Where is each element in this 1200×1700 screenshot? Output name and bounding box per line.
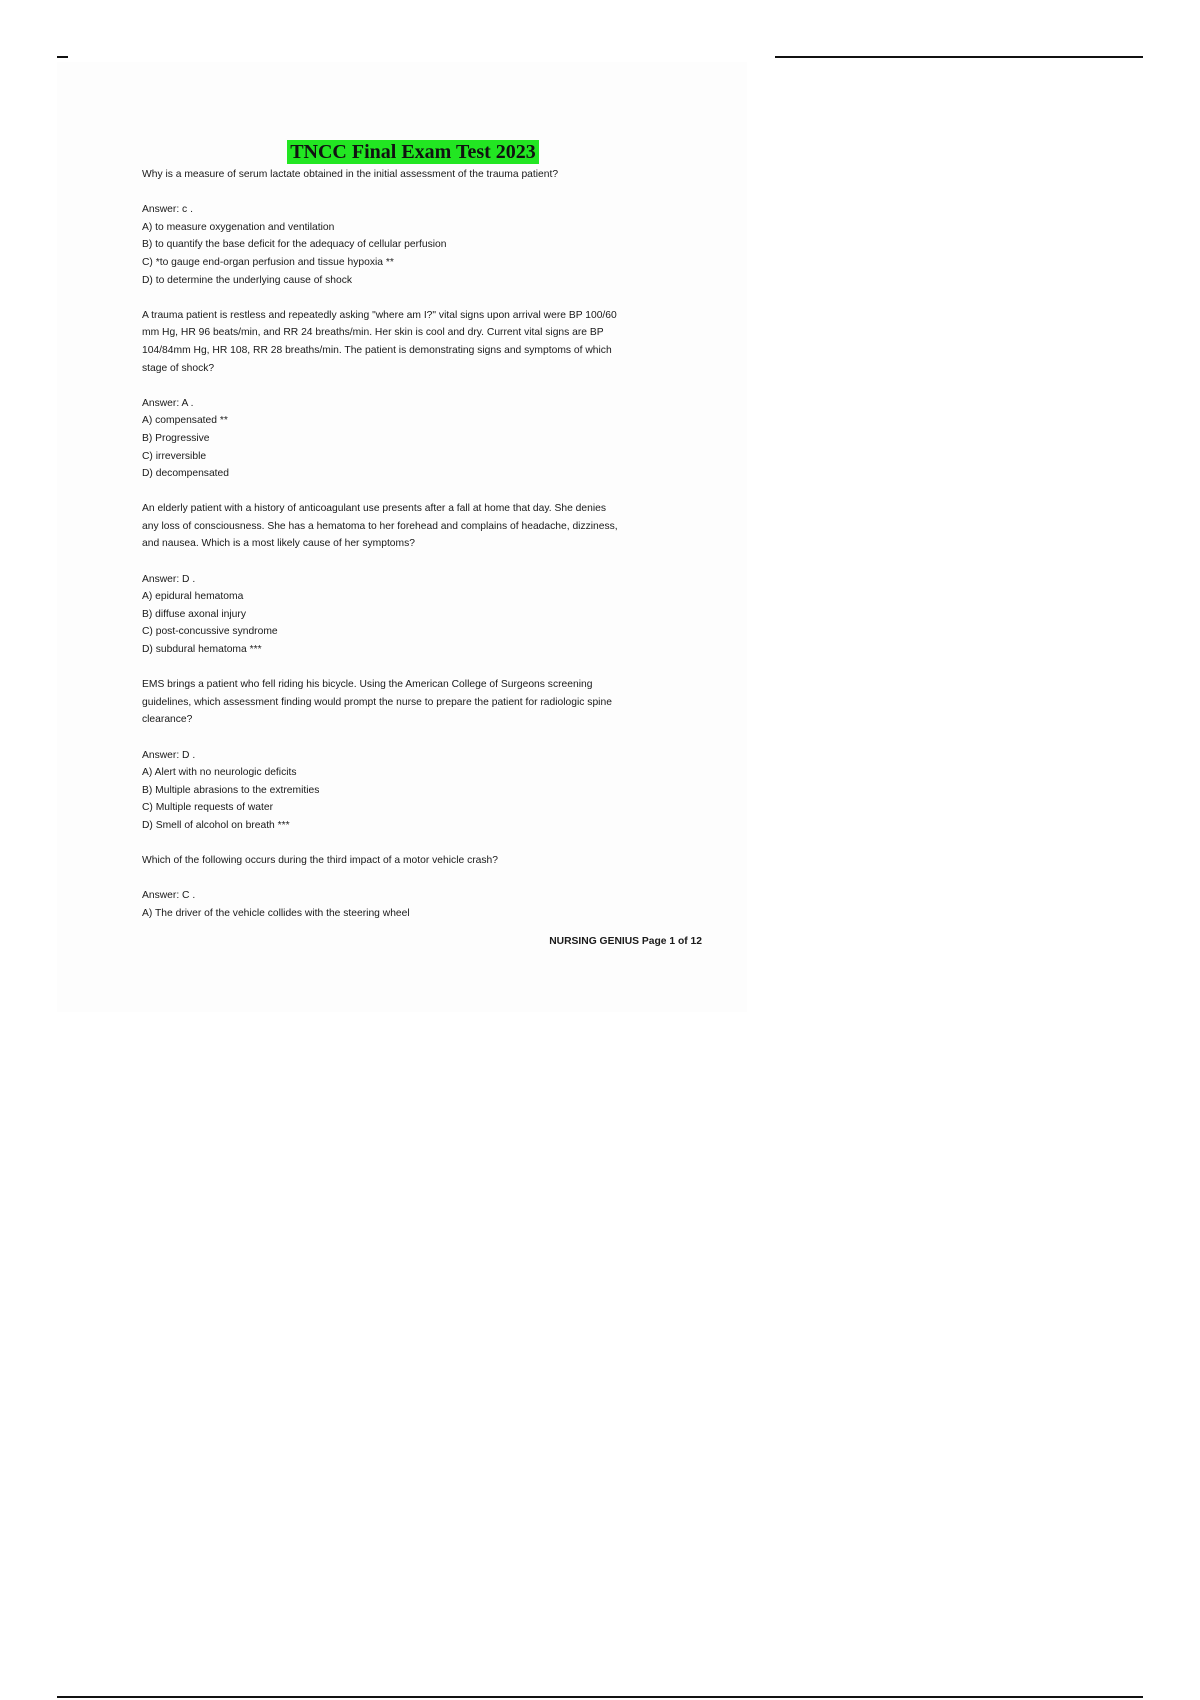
question-text: An elderly patient with a history of anticoagulant use presents after a fall at home that day. She denies <box>142 503 607 515</box>
answer-option: C) post-concussive syndrome <box>142 626 278 638</box>
spacer <box>142 483 702 501</box>
top-left-mark <box>57 56 68 58</box>
question-block <box>142 852 702 922</box>
answer-option: C) Multiple requests of water <box>142 802 274 814</box>
answer-option: C) *to gauge end-organ perfusion and tissue hypoxia ** <box>142 256 394 268</box>
answer-option: A) to measure oxygenation and ventilation <box>142 221 335 233</box>
question-text: A trauma patient is restless and repeatedly asking "where am I?" vital signs upon arrival were BP 100/60 <box>142 309 617 321</box>
answer-option: C) irreversible <box>142 450 207 462</box>
question-text: Why is a measure of serum lactate obtained in the initial assessment of the trauma patient? <box>142 169 559 180</box>
question-block <box>142 166 702 307</box>
question-text: Which of the following occurs during the third impact of a motor vehicle crash? <box>142 855 498 867</box>
question-block <box>142 676 702 852</box>
title-wrap <box>133 140 693 164</box>
bottom-rule <box>57 1696 1143 1698</box>
answer-key: Answer: D . <box>142 573 196 585</box>
spacer <box>142 729 702 747</box>
question-text: 104/84mm Hg, HR 108, RR 28 breaths/min. The patient is demonstrating signs and symptoms of which <box>142 344 612 356</box>
spacer <box>142 659 702 677</box>
answer-option: A) compensated ** <box>142 415 228 427</box>
answer-option: B) Multiple abrasions to the extremities <box>142 784 320 796</box>
answer-option: D) to determine the underlying cause of shock <box>142 274 353 286</box>
question-text: clearance? <box>142 714 193 726</box>
question-block <box>142 307 702 501</box>
question-block <box>142 500 702 676</box>
answer-option: A) Alert with no neurologic deficits <box>142 767 297 779</box>
question-list <box>142 166 702 923</box>
spacer <box>142 289 702 307</box>
page-content <box>142 140 702 950</box>
top-right-rule <box>775 56 1143 58</box>
question-text: and nausea. Which is a most likely cause of her symptoms? <box>142 538 415 550</box>
spacer <box>142 377 702 395</box>
answer-option: B) to quantify the base deficit for the adequacy of cellular perfusion <box>142 239 447 251</box>
spacer <box>142 835 702 853</box>
answer-option: D) decompensated <box>142 468 230 480</box>
page-footer: NURSING GENIUS Page 1 of 12 <box>549 935 702 947</box>
spacer <box>142 553 702 571</box>
answer-option: D) Smell of alcohol on breath *** <box>142 819 290 831</box>
answer-key: Answer: c . <box>142 204 193 216</box>
question-text: mm Hg, HR 96 beats/min, and RR 24 breaths/min. Her skin is cool and dry. Current vital signs are BP <box>142 327 604 339</box>
answer-key: Answer: C . <box>142 890 196 902</box>
question-text: stage of shock? <box>142 362 215 374</box>
question-text: any loss of consciousness. She has a hematoma to her forehead and complains of headache, dizziness, <box>142 520 618 532</box>
question-text: EMS brings a patient who fell riding his bicycle. Using the American College of Surgeons screening <box>142 679 593 691</box>
spacer <box>142 184 702 202</box>
answer-option: A) The driver of the vehicle collides with the steering wheel <box>142 907 410 919</box>
answer-key: Answer: D . <box>142 749 196 761</box>
answer-option: B) diffuse axonal injury <box>142 608 246 620</box>
spacer <box>142 870 702 888</box>
answer-option: B) Progressive <box>142 432 210 444</box>
question-text: guidelines, which assessment finding would prompt the nurse to prepare the patient for radiologic spine <box>142 696 612 708</box>
document-title: TNCC Final Exam Test 2023 <box>287 140 539 164</box>
answer-option: D) subdural hematoma *** <box>142 644 262 656</box>
answer-key: Answer: A . <box>142 397 194 409</box>
answer-option: A) epidural hematoma <box>142 591 244 603</box>
